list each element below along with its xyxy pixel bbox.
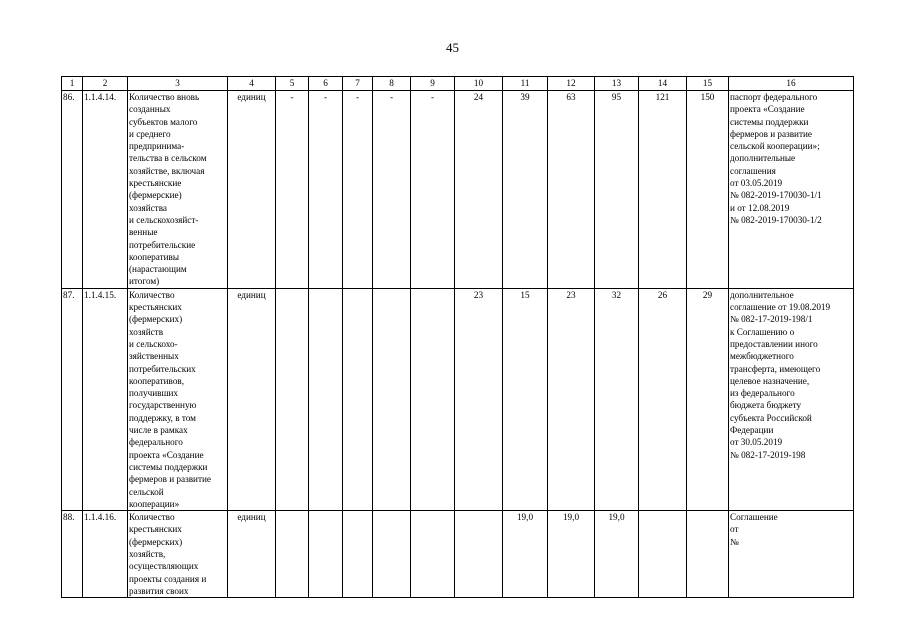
col-header: 15	[687, 77, 729, 91]
page-number: 45	[446, 40, 459, 55]
col-header: 1	[62, 77, 83, 91]
value-cell	[373, 511, 411, 598]
table-row	[62, 288, 854, 510]
indicator-code: 1.1.4.16.	[83, 511, 128, 598]
source-document: Соглашение от №	[729, 511, 854, 598]
value-cell: 63	[548, 91, 595, 289]
col-header: 4	[228, 77, 276, 91]
col-header: 3	[128, 77, 228, 91]
col-header: 2	[83, 77, 128, 91]
value-cell	[276, 511, 309, 598]
value-cell	[373, 288, 411, 510]
indicator-name: Количество крестьянских (фермерских) хозяйств, осуществляющих проекты создания и развития своих	[128, 511, 228, 598]
indicator-table	[61, 76, 854, 598]
col-header: 5	[276, 77, 309, 91]
col-header: 13	[595, 77, 639, 91]
value-cell: 19,0	[595, 511, 639, 598]
col-header: 6	[309, 77, 343, 91]
row-number: 86.	[62, 91, 83, 289]
value-cell: 150	[687, 91, 729, 289]
col-header: 7	[343, 77, 373, 91]
value-cell: 19,0	[548, 511, 595, 598]
value-cell: 95	[595, 91, 639, 289]
value-cell: 23	[548, 288, 595, 510]
value-cell: 32	[595, 288, 639, 510]
table-row	[62, 511, 854, 598]
col-header: 16	[729, 77, 854, 91]
value-cell	[455, 511, 503, 598]
value-cell	[639, 511, 687, 598]
value-cell: -	[309, 91, 343, 289]
indicator-name: Количество крестьянских (фермерских) хозяйств и сельскохо- зяйственных потребительских кооперативов, получивших государственную поддержку, в том числе в рамках федерального проекта «Создание системы поддержки фермеров и развитие сельской кооперации»	[128, 288, 228, 510]
value-cell: 23	[455, 288, 503, 510]
col-header: 10	[455, 77, 503, 91]
source-document: дополнительное соглашение от 19.08.2019 № 082-17-2019-198/1 к Соглашению о предоставлении иного межбюджетного трансферта, имеющего целевое назначение, из федерального бюджета бюджету субъекта Российской Федерации от 30.05.2019 № 082-17-2019-198	[729, 288, 854, 510]
unit: единиц	[228, 511, 276, 598]
value-cell: 19,0	[503, 511, 548, 598]
row-number: 88.	[62, 511, 83, 598]
col-header: 9	[411, 77, 455, 91]
value-cell: 39	[503, 91, 548, 289]
col-header: 8	[373, 77, 411, 91]
value-cell	[309, 288, 343, 510]
value-cell: -	[343, 91, 373, 289]
value-cell: 24	[455, 91, 503, 289]
table-row	[62, 91, 854, 289]
indicator-code: 1.1.4.15.	[83, 288, 128, 510]
value-cell	[309, 511, 343, 598]
value-cell	[276, 288, 309, 510]
value-cell: 26	[639, 288, 687, 510]
col-header: 11	[503, 77, 548, 91]
row-number: 87.	[62, 288, 83, 510]
value-cell	[411, 288, 455, 510]
unit: единиц	[228, 91, 276, 289]
col-header: 14	[639, 77, 687, 91]
value-cell	[343, 511, 373, 598]
value-cell: 15	[503, 288, 548, 510]
value-cell	[687, 511, 729, 598]
value-cell: -	[411, 91, 455, 289]
unit: единиц	[228, 288, 276, 510]
indicator-name: Количество вновь созданных субъектов малого и среднего предпринима- тельства в сельском хозяйстве, включая крестьянские (фермерские) хозяйства и сельскохозяйст- венные потребительские кооперативы (нарастающим итогом)	[128, 91, 228, 289]
value-cell: 121	[639, 91, 687, 289]
value-cell	[343, 288, 373, 510]
indicator-code: 1.1.4.14.	[83, 91, 128, 289]
value-cell	[411, 511, 455, 598]
value-cell: -	[276, 91, 309, 289]
source-document: паспорт федерального проекта «Создание системы поддержки фермеров и развитие сельской кооперации»; дополнительные соглашения от 03.05.2019 № 082-2019-170030-1/1 и от 12.08.2019 № 082-2019-170030-1/2	[729, 91, 854, 289]
value-cell: 29	[687, 288, 729, 510]
col-header: 12	[548, 77, 595, 91]
header-row	[62, 77, 854, 91]
value-cell: -	[373, 91, 411, 289]
